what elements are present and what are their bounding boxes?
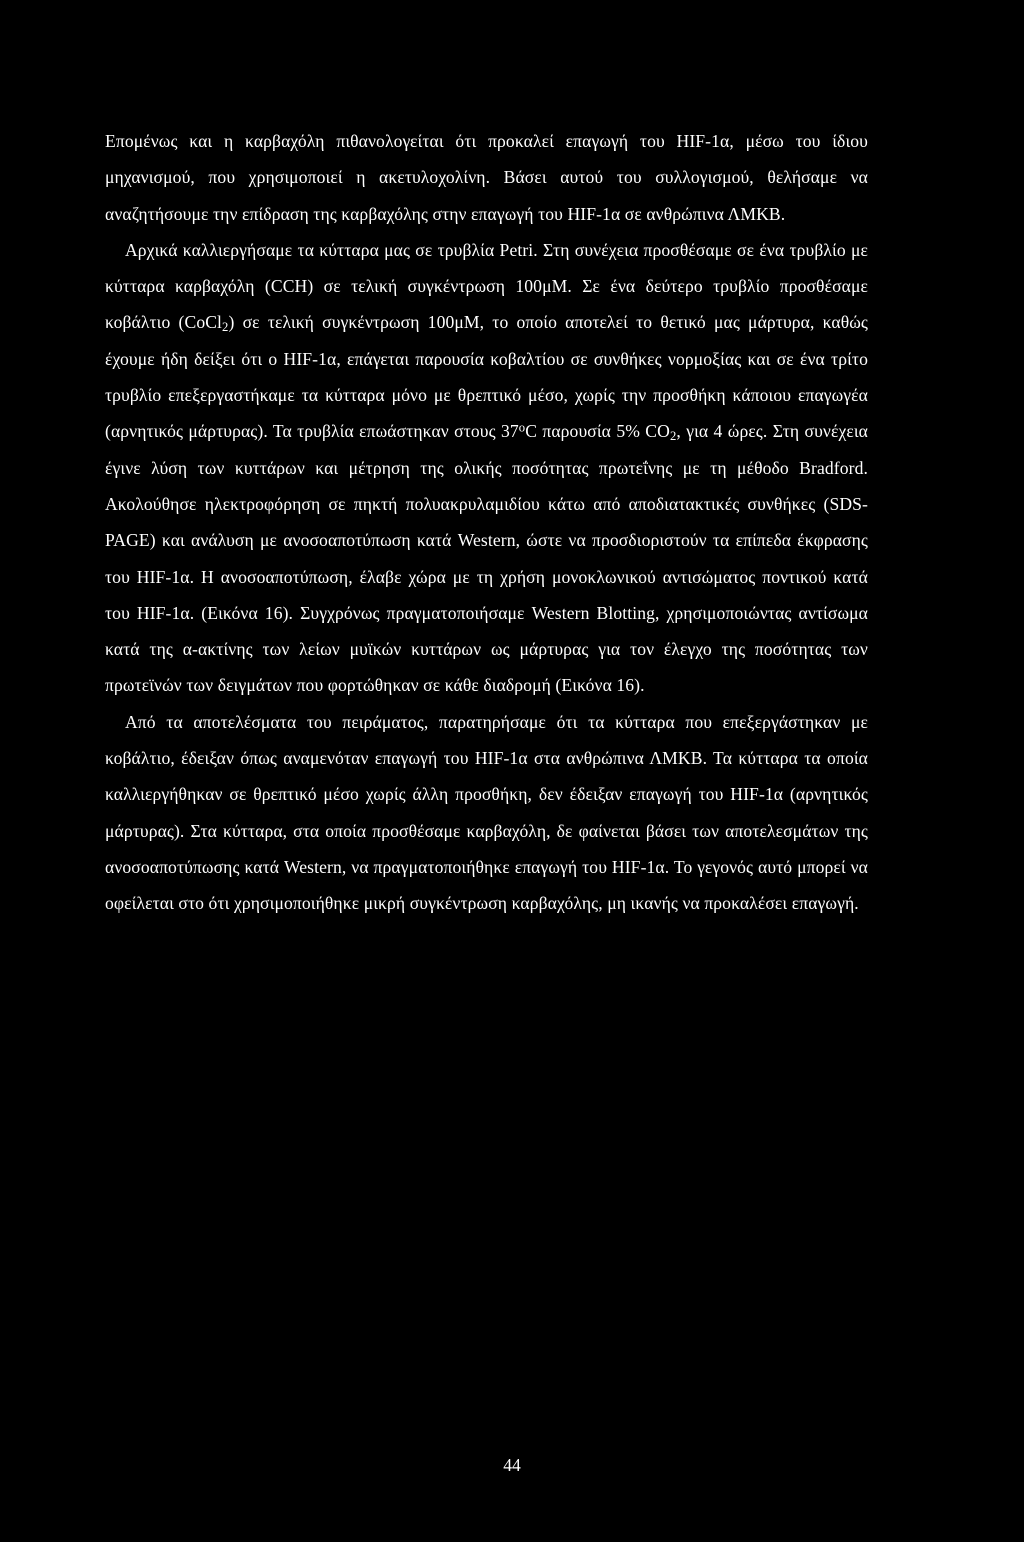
page-number: 44 — [503, 1455, 521, 1475]
paragraph-3: Από τα αποτελέσματα του πειράματος, παρατηρήσαμε ότι τα κύτταρα που επεξεργάστηκαν με κοβάλτιο, έδειξαν όπως αναμενόταν επαγωγή του HIF-1α στα ανθρώπινα ΛΜΚΒ. Τα κύτταρα τα οποία καλλιεργήθηκαν σε θρεπτικό μέσο χωρίς άλλη προσθήκη, δεν έδειξαν επαγωγή του HIF-1α (αρνητικός μάρτυρας). Στα κύτταρα, στα οποία προσθέσαμε καρβαχόλη, δε φαίνεται βάσει των αποτελεσμάτων της ανοσοαποτύπωσης κατά Western, να πραγματοποιήθηκε επαγωγή του HIF-1α. Το γεγονός αυτό μπορεί να οφείλεται στο ότι χρησιμοποιήθηκε μικρή συγκέντρωση καρβαχόλης, μη ικανής να προκαλέσει επαγωγή. — [105, 711, 868, 914]
paragraph-2-part-1: Αρχικά καλλιεργήσαμε τα κύτταρα μας σε τρυβλία Petri. Στη συνέχεια προσθέσαμε σε ένα τρυβλίο με κύτταρα καρβαχόλη (CCH) σε τελική συγκέντρωση 100μΜ. Σε ένα δεύτερο τρυβλίο προσθέσαμε κοβάλτιο (CoCl — [105, 239, 868, 333]
paragraph-2 — [105, 232, 868, 704]
co2-subscript: 2 — [669, 429, 677, 444]
degree-superscript: o — [518, 420, 526, 435]
paragraph-2-part-4: , για 4 ώρες. Στη συνέχεια έγινε λύση των κυττάρων και μέτρηση της ολικής ποσότητας πρωτεΐνης με τη μέθοδο Bradford. Ακολούθησε ηλεκτροφόρηση σε πηκτή πολυακρυλαμιδίου κάτω από αποδιατακτικές συνθήκες (SDS-PAGE) και ανάλυση με ανοσοαποτύπωση κατά Western, ώστε να προσδιοριστούν τα επίπεδα έκφρασης του HIF-1α. Η ανοσοαποτύπωση, έλαβε χώρα με τη χρήση μονοκλωνικού αντισώματος ποντικού κατά του HIF-1α. (Εικόνα 16). Συγχρόνως πραγματοποιήσαμε Western Blotting, χρησιμοποιώντας αντίσωμα κατά της α-ακτίνης των λείων μυϊκών κυττάρων ως μάρτυρας για τον έλεγχο της ποσότητας των πρωτεϊνών των δειγμάτων που φορτώθηκαν σε κάθε διαδρομή (Εικόνα 16). — [105, 421, 868, 696]
body-text — [105, 123, 868, 922]
paragraph-2-part-3: C παρουσία 5% CO — [525, 421, 670, 442]
paragraph-1: Επομένως και η καρβαχόλη πιθανολογείται ότι προκαλεί επαγωγή του HIF-1α, μέσω του ίδιου μηχανισμού, που χρησιμοποιεί η ακετυλοχολίνη. Βάσει αυτού του συλλογισμού, θελήσαμε να αναζητήσουμε την επίδραση της καρβαχόλης στην επαγωγή του HIF-1α σε ανθρώπινα ΛΜΚΒ. — [105, 131, 868, 224]
paragraph-2-part-2: ) σε τελική συγκέντρωση 100μΜ, το οποίο αποτελεί το θετικό μας μάρτυρα, καθώς έχουμε ήδη δείξει ότι ο HIF-1α, επάγεται παρουσία κοβαλτίου σε συνθήκες νορμοξίας και σε ένα τρίτο τρυβλίο επεξεργαστήκαμε τα κύτταρα μόνο με θρεπτικό μέσο, χωρίς την προσθήκη κάποιου επαγωγέα (αρνητικός μάρτυρας). Τα τρυβλία επωάστηκαν στους 37 — [105, 312, 869, 442]
cocl2-subscript: 2 — [222, 320, 229, 335]
